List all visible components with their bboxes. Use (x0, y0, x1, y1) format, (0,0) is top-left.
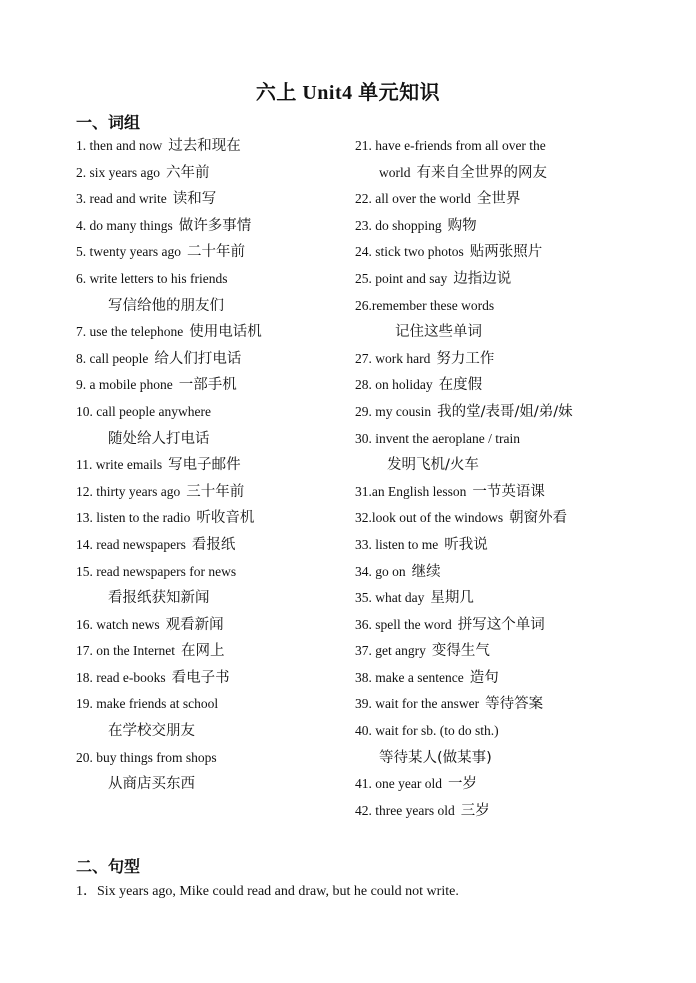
phrase-english: world (379, 164, 411, 180)
phrase-english: 18. read e-books (76, 669, 166, 685)
phrase-line (76, 266, 346, 293)
phrase-line (76, 691, 346, 718)
phrase-chinese: 看电子书 (171, 669, 230, 686)
phrase-chinese: 在网上 (180, 643, 225, 660)
phrase-english: 14. read newspapers (76, 536, 186, 552)
phrase-english: 25. point and say (355, 270, 448, 286)
phrase-english: 29. my cousin (355, 403, 432, 419)
phrase-english: 32.look out of the windows (355, 510, 504, 526)
phrase-chinese: 造句 (469, 669, 499, 686)
phrase-line (355, 532, 655, 559)
phrase-english: 28. on holiday (355, 377, 433, 393)
phrase-line (76, 133, 346, 160)
phrase-line (355, 372, 655, 399)
phrase-line (76, 319, 346, 346)
phrase-line (76, 665, 346, 692)
phrase-chinese: 写信给他的朋友们 (108, 297, 224, 314)
phrase-line (355, 239, 655, 266)
phrase-line (355, 319, 655, 346)
phrase-line (76, 346, 346, 373)
sentence-item: 1．Six years ago, Mike could read and draw, but he could not write. (76, 884, 459, 899)
document-title: 六上 Unit4 单元知识 (255, 82, 441, 104)
phrase-english: 8. call people (76, 350, 149, 366)
phrase-english: 36. spell the word (355, 616, 452, 632)
phrase-chinese: 从商店买东西 (108, 776, 195, 793)
phrase-english: 41. one year old (355, 776, 442, 792)
phrase-line (355, 505, 655, 532)
phrase-chinese: 全世界 (476, 191, 521, 208)
phrase-english: 16. watch news (76, 616, 160, 632)
phrase-line (355, 771, 655, 798)
phrase-english: 6. write letters to his friends (76, 270, 228, 286)
phrase-english: 24. stick two photos (355, 244, 464, 260)
phrase-line (355, 612, 655, 639)
phrase-line (355, 133, 655, 160)
phrase-chinese: 发明飞机/火车 (387, 457, 479, 474)
phrase-line (76, 479, 346, 506)
phrase-line (76, 399, 346, 426)
phrase-english: 12. thirty years ago (76, 483, 181, 499)
phrase-chinese: 继续 (411, 563, 441, 580)
phrase-english: 13. listen to the radio (76, 510, 191, 526)
phrase-line (355, 559, 655, 586)
phrase-english: 37. get angry (355, 643, 426, 659)
phrase-chinese: 等待答案 (485, 696, 544, 713)
phrase-chinese: 朝窗外看 (509, 510, 568, 527)
phrase-chinese: 购物 (447, 217, 477, 234)
phrase-chinese: 三岁 (460, 802, 490, 819)
section-heading-phrases: 一、词组 (76, 115, 141, 132)
phrase-list-left (76, 133, 346, 798)
phrase-english: 38. make a sentence (355, 669, 464, 685)
phrase-english: 10. call people anywhere (76, 403, 211, 419)
phrase-english: 23. do shopping (355, 217, 442, 233)
phrase-chinese: 有来自全世界的网友 (416, 164, 547, 181)
phrase-english: 40. wait for sb. (to do sth.) (355, 723, 499, 739)
phrase-english: 21. have e-friends from all over the (355, 138, 546, 153)
phrase-chinese: 变得生气 (431, 643, 490, 660)
phrase-chinese: 贴两张照片 (469, 244, 543, 261)
phrase-line (355, 691, 655, 718)
phrase-line (355, 718, 655, 745)
phrase-chinese: 看报纸 (191, 536, 236, 553)
phrase-line (355, 266, 655, 293)
phrase-chinese: 一节英语课 (472, 483, 545, 500)
phrase-english: 17. on the Internet (76, 643, 175, 659)
phrase-chinese: 等待某人(做某事) (379, 749, 492, 766)
phrase-english: 26.remember these words (355, 297, 495, 313)
phrase-english: 30. invent the aeroplane / train (355, 430, 520, 446)
phrase-line (76, 585, 346, 612)
phrase-chinese: 一岁 (447, 776, 477, 793)
phrase-line (76, 186, 346, 213)
phrase-list-right (355, 133, 655, 824)
phrase-chinese: 读和写 (172, 191, 217, 208)
phrase-chinese: 听收音机 (196, 510, 255, 527)
phrase-english: 39. wait for the answer (355, 696, 480, 712)
phrase-chinese: 观看新闻 (165, 616, 224, 633)
phrase-line (76, 239, 346, 266)
phrase-chinese: 三十年前 (186, 483, 245, 500)
phrase-line (76, 293, 346, 320)
phrase-line (76, 718, 346, 745)
phrase-line (355, 745, 655, 772)
phrase-line (76, 559, 346, 586)
phrase-line (76, 505, 346, 532)
phrase-line (76, 213, 346, 240)
phrase-chinese: 听我说 (444, 536, 488, 553)
phrase-chinese: 星期几 (430, 590, 474, 607)
phrase-chinese: 看报纸获知新闻 (108, 590, 210, 607)
phrase-english: 19. make friends at school (76, 696, 219, 712)
phrase-english: 33. listen to me (355, 536, 439, 552)
phrase-line (76, 426, 346, 453)
phrase-chinese: 随处给人打电话 (108, 430, 210, 447)
phrase-chinese: 努力工作 (436, 350, 495, 367)
phrase-line (355, 160, 655, 187)
phrase-english: 3. read and write (76, 191, 167, 207)
phrase-english: 31.an English lesson (355, 483, 467, 499)
phrase-chinese: 给人们打电话 (154, 350, 242, 367)
phrase-line (76, 532, 346, 559)
phrase-line (355, 638, 655, 665)
phrase-chinese: 写电子邮件 (168, 457, 241, 474)
phrase-chinese: 六年前 (165, 164, 210, 181)
phrase-line (76, 638, 346, 665)
phrase-line (76, 771, 346, 798)
phrase-line (355, 346, 655, 373)
section-heading-sentences: 二、句型 (76, 859, 141, 876)
phrase-line (355, 213, 655, 240)
phrase-line (355, 479, 655, 506)
phrase-line (355, 399, 655, 426)
phrase-chinese: 过去和现在 (168, 138, 241, 154)
phrase-english: 27. work hard (355, 350, 431, 366)
phrase-english: 35. what day (355, 590, 425, 606)
phrase-line (355, 186, 655, 213)
phrase-english: 1. then and now (76, 138, 163, 153)
phrase-line (76, 372, 346, 399)
phrase-english: 34. go on (355, 563, 406, 579)
phrase-english: 20. buy things from shops (76, 749, 217, 765)
phrase-line (76, 745, 346, 772)
phrase-line (76, 160, 346, 187)
phrase-chinese: 记住这些单词 (395, 324, 482, 341)
phrase-line (355, 426, 655, 453)
phrase-english: 9. a mobile phone (76, 377, 173, 393)
phrase-line (355, 665, 655, 692)
phrase-line (355, 293, 655, 320)
phrase-chinese: 边指边说 (453, 270, 512, 287)
phrase-english: 42. three years old (355, 802, 455, 818)
phrase-line (355, 798, 655, 825)
phrase-line (76, 452, 346, 479)
phrase-line (355, 585, 655, 612)
phrase-line (355, 452, 655, 479)
phrase-english: 4. do many things (76, 217, 173, 233)
phrase-english: 11. write emails (76, 457, 163, 473)
phrase-english: 15. read newspapers for news (76, 563, 237, 579)
phrase-chinese: 使用电话机 (189, 324, 262, 341)
phrase-chinese: 我的堂/表哥/姐/弟/妹 (437, 403, 573, 420)
phrase-chinese: 拼写这个单词 (457, 616, 545, 633)
phrase-chinese: 二十年前 (186, 244, 245, 261)
phrase-english: 7. use the telephone (76, 324, 184, 340)
phrase-chinese: 做许多事情 (178, 217, 252, 234)
phrase-english: 5. twenty years ago (76, 244, 181, 260)
phrase-chinese: 一部手机 (178, 377, 237, 394)
phrase-english: 22. all over the world (355, 191, 471, 207)
phrase-line (76, 612, 346, 639)
phrase-chinese: 在度假 (438, 377, 483, 394)
phrase-chinese: 在学校交朋友 (108, 723, 195, 740)
phrase-english: 2. six years ago (76, 164, 160, 180)
